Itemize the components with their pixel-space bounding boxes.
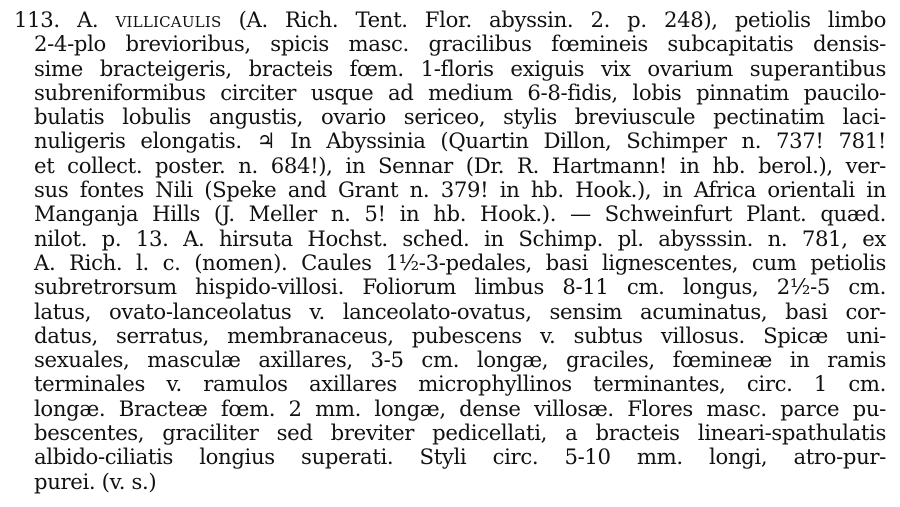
text-line-13: latus, ovato-lanceolatus v. lanceolato-ovatus, sensim acuminatus, basi cor- [34,298,886,324]
entry-number: 113. [14,7,60,32]
text-line-20: purei. (v. s.) [34,468,157,494]
text-line-1-rest: (A. Rich. Tent. Flor. abyssin. 2. p. 248), petiolis limbo [221,7,886,32]
text-line-9: Manganja Hills (J. Meller n. 5! in hb. Hook.). — Schweinfurt Plant. quæd. [34,201,886,227]
species-name: villicaulis [115,7,222,32]
text-line-12: subretrorsum hispido-villosi. Foliorum limbus 8-11 cm. longus, 2½-5 cm. [34,274,886,300]
text-line-4: subreniformibus circiter usque ad medium 6-8-fidis, lobis pinnatim paucilo- [34,79,886,105]
text-line-7: et collect. poster. n. 684!), in Sennar (Dr. R. Hartmann! in hb. berol.), ver- [34,152,886,178]
text-line-3: sime bracteigeris, bracteis fœm. 1-floris exiguis vix ovarium superantibus [34,55,886,81]
text-line-1 [14,8,886,32]
text-line-5: bulatis lobulis angustis, ovario sericeo, stylis breviuscule pectinatim laci- [34,104,886,130]
text-line-2: 2-4-plo brevioribus, spicis masc. gracilibus fœmineis subcapitatis densis- [34,31,886,57]
text-line-19: albido-ciliatis longius superati. Styli circ. 5-10 mm. longi, atro-pur- [34,444,886,470]
text-line-14: datus, serratus, membranaceus, pubescens v. subtus villosus. Spicæ uni- [34,322,886,348]
text-line-15: sexuales, masculæ axillares, 3-5 cm. longæ, graciles, fœmineæ in ramis [34,347,886,373]
species-entry [14,8,886,494]
genus-abbrev: A. [76,7,99,32]
text-line-8: sus fontes Nili (Speke and Grant n. 379! in hb. Hook.), in Africa orientali in [34,177,886,203]
text-line-18: bescentes, graciliter sed breviter pedicellati, a bracteis lineari-spathulatis [34,420,886,446]
text-line-6: nuligeris elongatis. ♃ In Abyssinia (Quartin Dillon, Schimper n. 737! 781! [34,128,886,154]
text-line-17: longæ. Bracteæ fœm. 2 mm. longæ, dense villosæ. Flores masc. parce pu- [34,395,886,421]
text-line-16: terminales v. ramulos axillares microphyllinos terminantes, circ. 1 cm. [34,371,886,397]
text-line-11: A. Rich. l. c. (nomen). Caules 1½-3-pedales, basi lignescentes, cum petiolis [34,249,886,275]
text-line-10: nilot. p. 13. A. hirsuta Hochst. sched. in Schimp. pl. abysssin. n. 781, ex [34,225,886,251]
